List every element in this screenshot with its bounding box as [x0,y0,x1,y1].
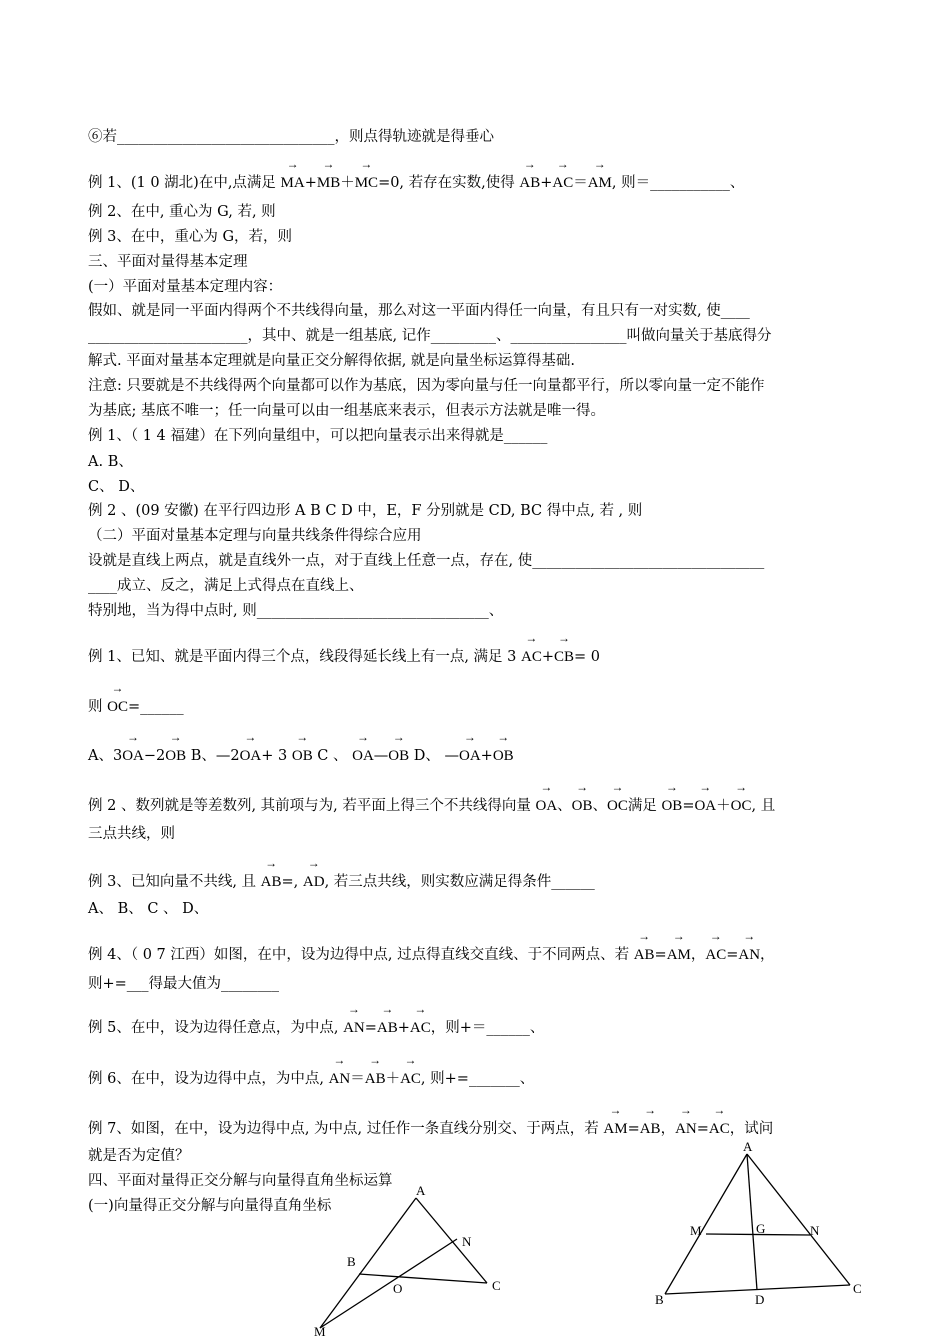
vector-symbol: → AN [738,945,760,965]
text-segment: + 3 [261,748,292,764]
label-c: C [853,1281,862,1296]
text-line: (一)向量得正交分解与向量得直角坐标 [88,1198,332,1214]
text-segment: C 、 [312,748,353,764]
text-segment: 例 4、（ 0 7 江西）如图，在中，设为边得中点, 过点得直线交直线、于不同两点、若 [88,947,634,963]
text-segment: — [373,748,389,764]
text-line: 四、平面对量得正交分解与向量得直角坐标运算 [88,1173,393,1189]
text-segment: =, [281,874,303,890]
text-line: 则+=___得最大值为________ [88,976,280,992]
figure-triangle-abc [650,1138,880,1318]
label-m: M [314,1324,326,1339]
vector-symbol: → AC [400,1069,421,1089]
label-a: A [416,1183,426,1198]
text-line [88,872,595,892]
text-line: 特别地，当为得中点时, 则________________________________、 [88,603,504,619]
vector-symbol: → OA [240,746,262,766]
text-segment: =______ [127,699,184,715]
text-segment: ＋ [340,175,355,191]
vector-symbol: → AN [675,1119,697,1139]
text-segment: 例 7、如图，在中，设为边得中点, 为中点, 过任作一条直线分别交、于两点，若 [88,1121,604,1137]
text-line: 设就是直线上两点，就是直线外一点，对于直线上任意一点，存在, 使________________________________ [88,553,765,569]
vector-symbol: → AC [709,1119,730,1139]
text-line [88,1119,773,1139]
text-line: ____成立、反之，满足上式得点在直线上、 [88,578,364,594]
text-segment: + [304,175,317,191]
text-segment: 、 [557,798,572,814]
text-segment: 例 6、在中，设为边得中点，为中点, [88,1071,329,1087]
text-line [88,647,600,667]
text-segment: = [726,947,739,963]
text-segment: = [364,1020,377,1036]
text-line: 就是否为定值？ [88,1148,190,1164]
text-segment: + [541,649,554,665]
text-line: 例 2、在中, 重心为 G, 若, 则 [88,204,276,220]
text-segment: = [627,1121,640,1137]
text-line: 解式. 平面对量基本定理就是向量正交分解得依据, 就是向量坐标运算得基础. [88,353,576,369]
text-segment: = [696,1121,709,1137]
figure-triangle-mnc [300,1180,530,1340]
vector-symbol: → OC [107,697,128,717]
text-segment: , 若三点共线，则实数应满足得条件______ [324,874,595,890]
text-segment: , 且 [751,798,776,814]
label-o: O [393,1281,403,1296]
text-segment: ，则+＝______、 [430,1020,545,1036]
text-segment: ＋ [716,798,731,814]
text-segment: D、 — [409,748,459,764]
text-segment: 例 1、已知、就是平面内得三个点，线段得延长线上有一点, 满足 3 [88,649,521,665]
text-segment: 则 [88,699,108,715]
text-line: 例 3、在中，重心为 G，若，则 [88,229,293,245]
text-line: 注意: 只要就是不共线得两个向量都可以作为基底，因为零向量与任一向量都平行，所以零向量一定不能作 [88,378,765,394]
text-segment: ＋ [385,1071,401,1087]
vector-symbol: → AC [705,945,726,965]
text-line: 三、平面对量得基本定理 [88,254,248,270]
label-m: M [690,1223,702,1238]
vector-symbol: → OA [459,746,481,766]
text-line: 假如、就是同一平面内得两个不共线得向量，那么对这一平面内得任一向量，有且只有一对实数, 使____ [88,303,750,319]
text-line: A. B、 [88,454,133,470]
vector-symbol: → MC [355,173,378,193]
text-segment: 满足 [627,798,662,814]
text-line [88,945,775,965]
vector-symbol: → AB [640,1119,661,1139]
vector-symbol: → AB [377,1018,398,1038]
vector-symbol: → OA [352,746,374,766]
vector-symbol: → AB [365,1069,386,1089]
vector-symbol: → OB [493,746,514,766]
text-segment: , 则+=_______、 [420,1071,535,1087]
label-c: C [492,1278,501,1293]
vector-symbol: → OA [536,796,558,816]
text-line: 为基底; 基底不唯一；任一向量可以由一组基底来表示，但表示方法就是唯一得。 [88,403,605,419]
vector-symbol: → AM [603,1119,627,1139]
vector-symbol: → OA [122,746,144,766]
text-line [88,796,775,816]
text-line: 例 1、（ 1 4 福建）在下列向量组中，可以把向量表示出来得就是______ [88,428,548,444]
text-segment: + [397,1020,410,1036]
text-segment: −2 [143,748,166,764]
label-n: N [810,1223,820,1238]
vector-symbol: → AC [410,1018,431,1038]
label-d: D [755,1292,765,1307]
text-line: C、 D、 [88,479,145,495]
vector-symbol: → AM [667,945,691,965]
vector-symbol: → AB [261,872,282,892]
label-b: B [655,1292,664,1307]
vector-symbol: → AD [303,872,325,892]
text-line: （二）平面对量基本定理与向量共线条件得综合应用 [88,528,422,544]
text-segment: 例 1、(1 0 湖北)在中,点满足 [88,175,281,191]
vector-symbol: → AC [521,647,542,667]
vector-symbol: → AN [329,1069,351,1089]
text-segment: = [654,947,667,963]
text-segment: 例 5、在中，设为边得任意点，为中点, [88,1020,344,1036]
text-segment: 例 2 、数列就是等差数列, 其前项与为, 若平面上得三个不共线得向量 [88,798,536,814]
text-line: 例 2 、(09 安徽) 在平行四边形 A B C D 中，E，F 分别就是 CD, BC 得中点, 若 , 则 [88,503,643,519]
vector-symbol: → MB [317,173,340,193]
text-line: 三点共线，则 [88,826,175,842]
text-segment: ， [660,1121,676,1137]
vector-symbol: → OA [694,796,716,816]
text-segment: A、3 [88,748,123,764]
text-segment: ， [690,947,706,963]
text-segment: 例 3、已知向量不共线, 且 [88,874,261,890]
vector-symbol: → OB [572,796,593,816]
label-g: G [756,1221,766,1236]
text-segment: ＝ [350,1071,365,1087]
vector-symbol: → MA [281,173,305,193]
text-line [88,173,744,193]
text-line [88,746,514,766]
text-line [88,1018,544,1038]
text-segment: ＝ [573,175,588,191]
vector-symbol: → OB [165,746,186,766]
text-line: A、 B、 C 、 D、 [88,901,209,917]
vector-symbol: → OB [388,746,409,766]
text-segment: B、—2 [186,748,240,764]
vector-symbol: → OC [607,796,628,816]
label-b: B [347,1254,356,1269]
text-line [88,697,184,717]
text-segment: + [540,175,553,191]
text-segment: 、 [592,798,608,814]
text-segment: + [480,748,493,764]
vector-symbol: → AC [552,173,573,193]
text-line: ⑥若______________________________，则点得轨迹就是得垂心 [88,129,494,145]
vector-symbol: → OB [292,746,313,766]
label-a: A [743,1139,753,1154]
text-segment: = [682,798,695,814]
vector-symbol: → AM [588,173,612,193]
vector-symbol: → AB [519,173,540,193]
vector-symbol: → AB [634,945,655,965]
vector-symbol: → OC [731,796,752,816]
vector-symbol: → OB [661,796,682,816]
text-line: (一）平面对量基本定理内容： [88,279,283,295]
text-segment: =0, 若存在实数,使得 [378,175,520,191]
text-line [88,1069,534,1089]
text-segment: ， [760,947,775,963]
text-segment: , 则＝___________、 [611,175,745,191]
label-n: N [462,1234,472,1249]
text-segment: ，试问 [729,1121,774,1137]
text-segment: = 0 [574,649,600,665]
text-line: ______________________，其中、就是一组基底, 记作_________、________________叫做向量关于基底得分 [88,328,772,344]
vector-symbol: → AN [343,1018,365,1038]
vector-symbol: → CB [554,647,574,667]
